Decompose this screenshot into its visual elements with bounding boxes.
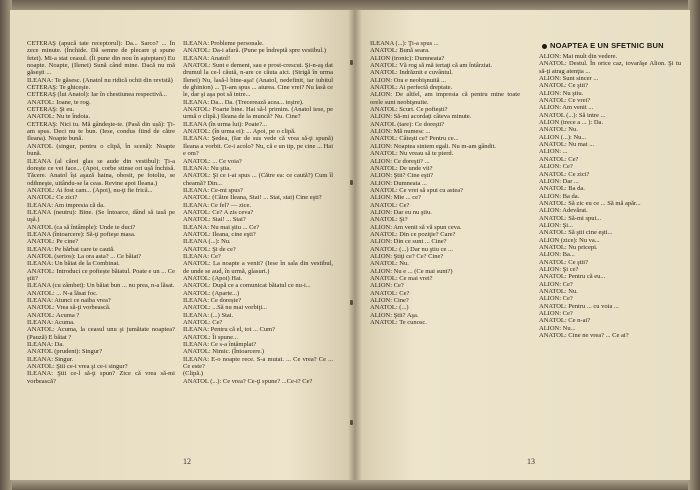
dialogue-line: ALION (...): Nu... bbox=[539, 133, 587, 141]
dialogue-line: ILEANA: Atunci ce naiba vrea? bbox=[27, 297, 111, 305]
dialogue-line: ANATOL: Să ştii cine eşti... bbox=[539, 229, 613, 237]
dialogue-line: ANATOL: Scurt. Ce poftești? bbox=[370, 106, 448, 114]
dialogue-line: ANATOL: Te cunosc. bbox=[370, 319, 427, 327]
dialogue-line: ANATOL: Pentru ... cu voia ... bbox=[539, 302, 619, 310]
dialogue-line: ILEANA: Ce s-a întâmplat? bbox=[183, 341, 257, 349]
dialogue-line: ANATOL: Ce? bbox=[370, 201, 410, 209]
dialogue-line: ILEANA: Ştii ce-l să-ţi spun? Zice că vrea să-mi vorbească? bbox=[27, 370, 175, 385]
dialogue-line: ALION: Dar ... bbox=[539, 177, 579, 185]
dialogue-line: ALION: Sunt sincer ... bbox=[539, 75, 599, 83]
dialogue-line: ALION: Şi... bbox=[539, 221, 573, 229]
dialogue-line: ILEANA: Singur. bbox=[27, 355, 74, 363]
dialogue-line: ANATOL: (...) bbox=[370, 304, 409, 312]
dialogue-line: ALION: Mie ... ce? bbox=[370, 194, 421, 202]
dialogue-line: ANATOL: Ba da. bbox=[539, 185, 585, 193]
dialogue-line: ANATOL: ...Să nu mai vorbiţi... bbox=[183, 304, 268, 312]
dialogue-line: ANATOL: (Aparte...) bbox=[183, 289, 240, 297]
dialogue-line: ALION: ... bbox=[539, 148, 568, 156]
dialogue-line: ALION: Adevărat. bbox=[539, 207, 588, 215]
dialogue-line: ANATOL: Din ce poziţie? Care? bbox=[370, 230, 456, 238]
dialogue-line: ANATOL: Vrea să-ţi vorbească. bbox=[27, 304, 111, 312]
dialogue-line: ANATOL (tare): Ce doreşti? bbox=[370, 120, 445, 128]
dialogue-line: ILEANA: Da... Da. (Trecerează acea... ieşire). bbox=[183, 98, 304, 106]
dialogue-line: ANATOL: Ce zici? bbox=[27, 194, 78, 202]
dialogue-line: ILEANA: Un băiat de la Combinat. bbox=[27, 260, 120, 268]
binding-stitch bbox=[350, 300, 353, 305]
dialogue-line: ANATOL: Şi? bbox=[370, 216, 408, 224]
dialogue-line: ALION: Ştii? Aşa. bbox=[370, 311, 419, 319]
dialogue-line: ALION: Dar eu nu ştiu. bbox=[370, 208, 432, 216]
dialogue-line: ANATOL: Ai fost cam... (Apoi), nu-ţi fie frică... bbox=[27, 186, 153, 194]
dialogue-line: ANATOL: Câteşti ce? Pentru ce... bbox=[370, 135, 459, 143]
dialogue-line: ALION: Ce? bbox=[539, 295, 573, 303]
dialogue-line: ANATOL: Ce ştii? bbox=[539, 82, 588, 90]
dialogue-line: ILEANA: Acuma. bbox=[27, 319, 75, 327]
dialogue-line: ANATOL: (...) Dar nu ştiu ce ... bbox=[370, 245, 453, 253]
dialogue-line: ANATOL: (Apoi) Hai. bbox=[183, 275, 243, 282]
dialogue-line: ANATOL: (în urma ei): ... Apoi, pe o clipă. bbox=[183, 128, 296, 136]
dialogue-line: ANATOL: Ileana, cine eşti? bbox=[183, 230, 256, 238]
page-number-right: 13 bbox=[527, 457, 535, 466]
dialogue-line: ALION: Am venit ... bbox=[539, 104, 594, 112]
dialogue-line: ILEANA (întoarcere): Să-ţi pofteşe masa. bbox=[27, 230, 136, 238]
dialogue-line: ALION: Ce? bbox=[370, 282, 404, 290]
dialogue-line: ANATOL: Ce? bbox=[370, 289, 410, 297]
dialogue-line: ALION: Dumneata ... bbox=[370, 179, 427, 187]
dialogue-line: ILEANA (cu zâmbet): Un băiat bun ... nu prea, n-a lăsat. bbox=[27, 282, 175, 290]
dialogue-line: ILEANA: Nu ştia. bbox=[183, 164, 231, 172]
dialogue-line: CETERAŞ: Te ghiceşte. bbox=[27, 84, 91, 92]
dialogue-line: ANATOL (...): Ce vrea? Ce-ţi spune? ...Ce-i? Ce? bbox=[183, 377, 313, 385]
dialogue-line: ANATOL: După ce a comunicat băiatul ce nu-i... bbox=[183, 282, 311, 290]
dialogue-line: ALION: Cine? bbox=[370, 297, 409, 305]
dialogue-line: ANATOL: De unde vii? bbox=[370, 164, 433, 172]
dialogue-line: ANATOL: Indrăznit e cuvântul. bbox=[370, 69, 453, 77]
dialogue-line: ANATOL: Ce? bbox=[183, 319, 223, 327]
dialogue-line: ALION: Ora e neobişnuită ... bbox=[370, 76, 446, 84]
dialogue-line: ILEANA: Anatol! bbox=[183, 54, 231, 62]
dialogue-line: ANATOL: (Către Ileana, Stai! ... Stai, stai) Cine eşti? bbox=[183, 194, 322, 202]
page-number-left: 12 bbox=[183, 457, 191, 466]
dialogue-line: ALION: Nu ştiu. bbox=[539, 89, 584, 97]
dialogue-line: ILEANA: Ce-mi spus? bbox=[183, 186, 243, 194]
dialogue-line: ANATOL: Cine ne vrea? ... Ce ai? bbox=[539, 332, 629, 340]
dialogue-line: ANATOL (singur, pentru o clipă, în scenă): Noapte bună. bbox=[27, 142, 175, 158]
dialogue-line: ALION: Ba... bbox=[539, 251, 575, 259]
dialogue-line: ANATOL: Pentru că eu... bbox=[539, 273, 606, 281]
dialogue-line: ALION: Ce? bbox=[539, 280, 573, 288]
dialogue-line: CETERAŞ (apucă tate receptorul): Da... Sarco? ... În zece minute. (Închide. Dă semne de plecare şi spune fetei). Mi-a stat ceasul. (Îi pune din nou în aşteptare) Eu noapte. Noapte, (Ilenei) Sună când mine. Dacă nu mă găseşti ... bbox=[27, 40, 175, 77]
dialogue-line: ALION: Noaptea sintem egali. Nu m-am gândit. bbox=[370, 142, 496, 150]
dialogue-line: ALION: Ce doreşti? ... bbox=[370, 157, 430, 165]
dialogue-line: ILEANA: (...) Stai. bbox=[183, 311, 234, 319]
dialogue-line: CETERAŞ (lui Anatol): Iar în chestiunea respectivă... bbox=[27, 91, 167, 99]
dialogue-line: ILEANA: Ce fel? — zice. bbox=[183, 201, 252, 209]
dialogue-line: ALION: Ştii? Cine eşti? bbox=[370, 172, 434, 180]
dialogue-line: ANATOL: Şi ce i-ai spus ... (Către ea: ce caută?) Cum îl cheamă? Din... bbox=[183, 172, 333, 187]
dialogue-line: ANATOL: Foarte bine. Hai să-l primim. (Anatol iese, pe urmă o clipă.) Ileana de la muncă? Nu. Cine? bbox=[183, 106, 333, 121]
text-column-4 bbox=[539, 53, 681, 458]
dialogue-line: ILEANA: Probleme personale. bbox=[183, 40, 264, 47]
dialogue-line: ANATOL: ... N-a lăsat foc. bbox=[27, 289, 98, 297]
dialogue-line: ANATOL: Nu. bbox=[539, 288, 578, 295]
text-column-3 bbox=[370, 40, 520, 458]
dialogue-line: ANATOL: Ce vrei să spui cu astea? bbox=[370, 186, 464, 194]
dialogue-line: ILEANA (...): Nu. bbox=[183, 238, 231, 246]
dialogue-line: ANATOL: Pe cine? bbox=[27, 238, 79, 246]
dialogue-line: ANATOL: Sunt e dement, sau e prost-crescut. Şi-n-aş dat drumul la ce-l căută, n-are ce căuta aici. (Strigă în urma Ilenei) Nu, lasă-l bine-aşa! (Anatol, nedefinit, iar iubitul de ghinion) ... Ţi-am spus ... aiurea. Cine vrei? Nu lasă ce le, dar şi aşa pot să intre... bbox=[183, 62, 333, 99]
dialogue-line: ANATOL: Ai perfectă dreptate. bbox=[370, 84, 453, 92]
dialogue-line: ANATOL (serios): La ora asta? ... Ce băiat? bbox=[27, 252, 142, 260]
dialogue-line: ANATOL: Nimic. (Întoarcere.) bbox=[183, 348, 265, 356]
dialogue-line: ANATOL (prudent): Singur? bbox=[27, 348, 103, 356]
dialogue-line: ANATOL: Ce ştii? bbox=[539, 258, 588, 266]
dialogue-line: ALION: Ba da. bbox=[539, 192, 580, 200]
dialogue-line: ANATOL: Vă rog să mă iertaţi că am întârziat. bbox=[370, 62, 492, 70]
dialogue-line: CETERAŞ: Nici tu. Mă gândeşte-te. (Pasă din ușă): Ţi-am spus. Deci nu te bun. (Iese, condus fiind de către Ileana). Noapte bună. bbox=[27, 120, 175, 143]
dialogue-line: ANATOL: Îi spune... bbox=[183, 333, 238, 341]
dialogue-line: ALION: Şi ce? bbox=[539, 265, 579, 273]
dialogue-line: ANATOL: Să-mi spui... bbox=[539, 214, 602, 222]
dialogue-line: ANATOL: Acuma, la ceasul unu şi jumătate noaptea? (Pauză) E băiat ? bbox=[27, 326, 175, 341]
running-header bbox=[542, 41, 664, 50]
text-column-2 bbox=[183, 40, 333, 458]
dialogue-line: ANATOL: Ce? A zis ceva? bbox=[183, 208, 254, 216]
dialogue-line: ANATOL: Nu mai ... bbox=[539, 141, 595, 149]
dialogue-line: ANATOL: Ce n-ai? bbox=[539, 317, 591, 325]
running-title: NOAPTEA E UN SFETNIC BUN bbox=[550, 41, 664, 50]
dialogue-line: ANATOL: Nu. bbox=[370, 260, 409, 268]
dialogue-line: ANATOL: Bună seara. bbox=[370, 47, 430, 55]
dialogue-line: ANATOL: Nu te îndoia. bbox=[27, 113, 91, 121]
dialogue-line: ILEANA: Pentru că el, tot ... Cum? bbox=[183, 326, 276, 334]
dialogue-line: ALION (zice): Nu va... bbox=[539, 236, 600, 244]
dialogue-line: ANATOL: Destul. În orice caz, tovarăşe Alion. Şi tu să-ţi atrag atenţia ... bbox=[539, 60, 681, 75]
bullet-icon bbox=[542, 44, 547, 49]
binding-stitch bbox=[350, 180, 353, 185]
dialogue-line: ANATOL: Ce vrei? bbox=[539, 97, 591, 105]
dialogue-line: ILEANA: Nu mai ştiu ... Ce? bbox=[183, 223, 260, 231]
dialogue-line: ANATOL (...): Să intre ... bbox=[539, 111, 606, 119]
dialogue-line: ALION: Nu... bbox=[539, 324, 576, 332]
dialogue-line: ANATOL: Nu pricepi. bbox=[539, 243, 598, 251]
dialogue-line: ANATOL: Da-i afară. (Pune pe îndreptă spre vestibul.) bbox=[183, 47, 327, 55]
dialogue-line: ALION: Să-mi acordați câteva minute. bbox=[370, 113, 472, 121]
dialogue-line: ILEANA: Ce dorește? bbox=[183, 297, 242, 305]
dialogue-line: ANATOL: Introduci ce poftește băiatul. Poate e un ... Ce ştii? bbox=[27, 267, 175, 282]
dialogue-line: ANATOL: ... Ce voia? bbox=[183, 157, 242, 165]
dialogue-line: ALION: Mai mult din vedere. bbox=[539, 53, 618, 60]
dialogue-line: ALION: Am venit să vă spun ceva. bbox=[370, 223, 462, 231]
dialogue-line: ILEANA: Da. bbox=[27, 341, 64, 349]
dialogue-line: ANATOL: Şi de ce? bbox=[183, 245, 236, 253]
dialogue-line: ANATOL: Ce? bbox=[539, 155, 579, 163]
dialogue-line: CETERAŞ: Şi eu. bbox=[27, 106, 75, 114]
dialogue-line: ANATOL: Stai! ... Stai? bbox=[183, 216, 246, 224]
dialogue-line: ANATOL: Ştii ce-i vrea şi ce-i singur? bbox=[27, 363, 128, 371]
dialogue-line: ALION: De altfel, am impresia că pentru mine toate orele sunt neobişnuite. bbox=[370, 91, 520, 106]
dialogue-line: ILEANA: E-o noapte rece. S-a mutat. ... Ce vrea? Ce ... Ce este? bbox=[183, 355, 333, 371]
dialogue-line: ILEANA: Şedea, (Iar de sus vede că vrea să-ţi spună) Ileana a vorbit. Ce-i acolo? Nu, că e un tip, pe cine ... Hai e om? bbox=[183, 135, 333, 158]
dialogue-line: ANATOL: Ioane, te rog. bbox=[27, 98, 91, 106]
dialogue-line: ALION: Mă numesc ... bbox=[370, 128, 431, 136]
dialogue-line: ILEANA: Ce? bbox=[183, 252, 221, 260]
dialogue-line: ILEANA (...): Ţi-a spus ... bbox=[370, 40, 439, 47]
dialogue-line: ANATOL: Să zic eu ce ... Să mă apăr... bbox=[539, 199, 641, 207]
dialogue-line: ALION (ironic): Dumneata? bbox=[370, 54, 445, 62]
dialogue-line: ALION: Ce? bbox=[539, 163, 573, 171]
dialogue-line: ALION: Din ce sunt ... Cine? bbox=[370, 238, 447, 246]
dialogue-line: ALION: Nu e ... (Ce mai sunt?) bbox=[370, 267, 453, 275]
binding-stitch bbox=[350, 60, 353, 65]
dialogue-line: ALION: Ce? bbox=[539, 310, 573, 318]
binding-stitch bbox=[350, 420, 353, 425]
dialogue-line: ANATOL: Nu vreau să te pierd. bbox=[370, 150, 454, 158]
book-gutter bbox=[348, 10, 362, 480]
dialogue-line: ILEANA (al cărei glas se aude din vestibul): Ţi-a dorește ce vei face... (Apoi, corbe stinse ori ușă închisă. Tăcere. Anatol își aşază haina, obosit, pe fotoliu, se odihneşte, uitându-se la ceas. Revine apoi Ileana.) bbox=[27, 157, 175, 187]
dialogue-line: ILEANA: Pe bărbat care te caută. bbox=[27, 245, 115, 253]
dialogue-line: (Clipă.) bbox=[183, 370, 204, 378]
dialogue-line: ANATOL: Nu. bbox=[539, 126, 578, 134]
text-column-1 bbox=[27, 40, 175, 458]
dialogue-line: ALION (trece a ... ): Da. bbox=[539, 119, 604, 127]
dialogue-line: ANATOL: Ce mai vrei? bbox=[370, 275, 433, 282]
dialogue-line: ANATOL: Ce zici? bbox=[539, 170, 590, 178]
dialogue-line: ALION: Ştiţi ce? Ce? Cine? bbox=[370, 252, 444, 260]
dialogue-line: ANATOL: Acuma ? bbox=[27, 311, 80, 319]
dialogue-line: ILEANA (neutru): Bine. (Se întoarce, dând să iasă pe uşă.) bbox=[27, 208, 175, 224]
dialogue-line: ANATOL: La noapte a venit? (Iese în sala din vestibul, de unde se aud, în urmă, glasuri.) bbox=[183, 260, 333, 275]
dialogue-line: ANATOL (ca să întâmple): Unde te duci? bbox=[27, 223, 136, 231]
dialogue-line: ILEANA (în urma lui): Poate?... bbox=[183, 120, 267, 128]
dialogue-line: ILEANA: Am impresia că da. bbox=[27, 201, 105, 209]
dialogue-line: ILEANA: Te găsesc. (Anatol nu ridică ochii din revistă) bbox=[27, 76, 173, 84]
